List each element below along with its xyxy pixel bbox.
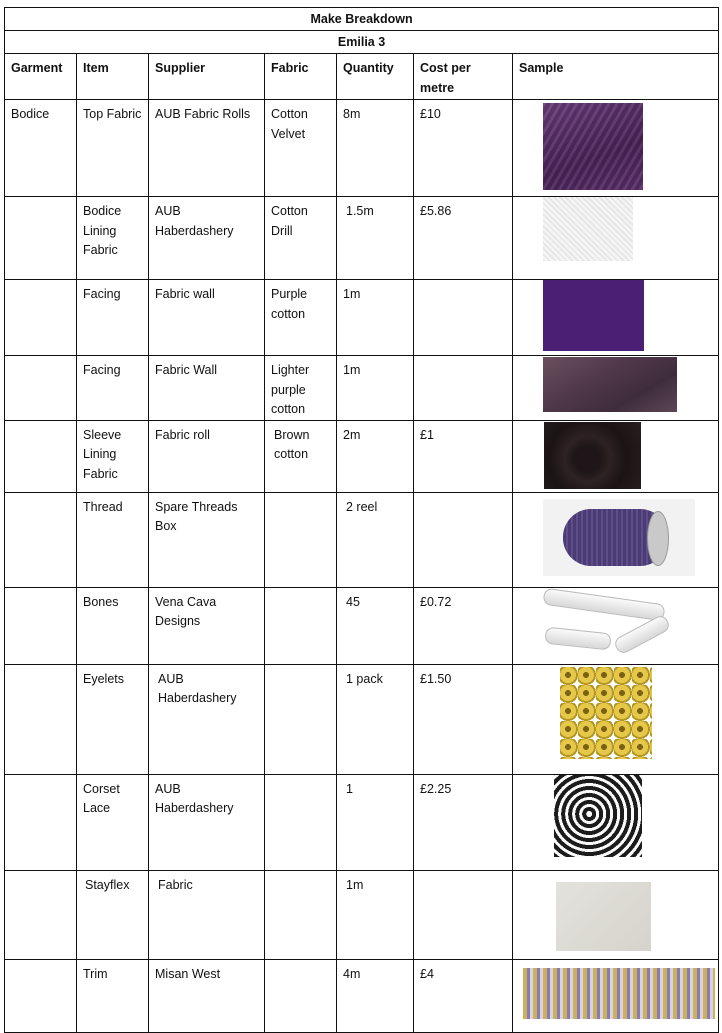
header-item: Item bbox=[77, 54, 149, 100]
cell-cost: £1.50 bbox=[414, 664, 513, 774]
cell-item: Facing bbox=[77, 356, 149, 421]
cell-item: Top Fabric bbox=[77, 100, 149, 197]
cell-supplier: AUB Haberdashery bbox=[149, 664, 265, 774]
cell-garment bbox=[5, 959, 77, 1032]
cell-fabric: Purple cotton bbox=[265, 280, 337, 356]
brown-cotton-swatch bbox=[544, 422, 641, 489]
cell-garment bbox=[5, 664, 77, 774]
cell-garment bbox=[5, 280, 77, 356]
cell-garment bbox=[5, 774, 77, 870]
thread-spool bbox=[543, 499, 695, 576]
header-row bbox=[5, 54, 719, 100]
table-row bbox=[5, 492, 719, 587]
table-title: Make Breakdown bbox=[5, 8, 719, 31]
cell-garment bbox=[5, 197, 77, 280]
header-quantity: Quantity bbox=[337, 54, 414, 100]
cell-cost: £4 bbox=[414, 959, 513, 1032]
table-row bbox=[5, 100, 719, 197]
cell-cost bbox=[414, 356, 513, 421]
table-row bbox=[5, 664, 719, 774]
cell-quantity: 1m bbox=[337, 356, 414, 421]
header-sample: Sample bbox=[513, 54, 719, 100]
cell-quantity: 1m bbox=[337, 870, 414, 959]
cell-supplier: Vena Cava Designs bbox=[149, 587, 265, 664]
cell-sample bbox=[513, 959, 719, 1032]
cell-sample bbox=[513, 197, 719, 280]
cell-supplier: Fabric roll bbox=[149, 420, 265, 492]
cell-fabric: Brown cotton bbox=[265, 420, 337, 492]
cell-quantity: 4m bbox=[337, 959, 414, 1032]
plastic-bones bbox=[543, 590, 668, 656]
cell-item: Facing bbox=[77, 280, 149, 356]
cell-supplier: Spare Threads Box bbox=[149, 492, 265, 587]
cell-cost: £5.86 bbox=[414, 197, 513, 280]
table-row bbox=[5, 870, 719, 959]
cell-sample bbox=[513, 587, 719, 664]
cell-fabric: Lighter purple cotton bbox=[265, 356, 337, 421]
cell-quantity: 1m bbox=[337, 280, 414, 356]
cell-fabric bbox=[265, 664, 337, 774]
make-breakdown-table bbox=[4, 7, 719, 1033]
table-row bbox=[5, 280, 719, 356]
cell-item: Corset Lace bbox=[77, 774, 149, 870]
cell-cost: £2.25 bbox=[414, 774, 513, 870]
cell-item: Thread bbox=[77, 492, 149, 587]
cell-item: Eyelets bbox=[77, 664, 149, 774]
cell-sample bbox=[513, 774, 719, 870]
purple-cotton-swatch bbox=[543, 280, 644, 352]
cell-supplier: Fabric wall bbox=[149, 280, 265, 356]
cell-quantity: 1.5m bbox=[337, 197, 414, 280]
cell-cost bbox=[414, 492, 513, 587]
stayflex-interfacing bbox=[556, 882, 651, 951]
cell-quantity: 2m bbox=[337, 420, 414, 492]
header-garment: Garment bbox=[5, 54, 77, 100]
cell-supplier: Fabric bbox=[149, 870, 265, 959]
cell-cost bbox=[414, 280, 513, 356]
cell-item: Bodice Lining Fabric bbox=[77, 197, 149, 280]
cell-sample bbox=[513, 492, 719, 587]
cell-fabric bbox=[265, 870, 337, 959]
cell-sample bbox=[513, 356, 719, 421]
cell-garment bbox=[5, 420, 77, 492]
gold-eyelets bbox=[560, 667, 652, 759]
table-row bbox=[5, 774, 719, 870]
cell-fabric bbox=[265, 959, 337, 1032]
table-row bbox=[5, 959, 719, 1032]
cell-supplier: AUB Haberdashery bbox=[149, 774, 265, 870]
cell-sample bbox=[513, 664, 719, 774]
cell-sample bbox=[513, 100, 719, 197]
cell-sample bbox=[513, 870, 719, 959]
cell-item: Trim bbox=[77, 959, 149, 1032]
cell-cost: £0.72 bbox=[414, 587, 513, 664]
header-fabric: Fabric bbox=[265, 54, 337, 100]
cell-cost bbox=[414, 870, 513, 959]
table-row bbox=[5, 587, 719, 664]
cell-cost: £1 bbox=[414, 420, 513, 492]
cell-fabric: Cotton Velvet bbox=[265, 100, 337, 197]
white-drill-swatch bbox=[543, 197, 633, 261]
cell-sample bbox=[513, 420, 719, 492]
purple-velvet-swatch bbox=[543, 103, 643, 190]
cell-garment bbox=[5, 356, 77, 421]
white-corset-lace bbox=[554, 774, 642, 857]
cell-fabric bbox=[265, 492, 337, 587]
cell-quantity: 2 reel bbox=[337, 492, 414, 587]
cell-supplier: Fabric Wall bbox=[149, 356, 265, 421]
cell-quantity: 45 bbox=[337, 587, 414, 664]
beaded-trim bbox=[523, 968, 715, 1019]
table-row bbox=[5, 197, 719, 280]
header-cost: Cost per metre bbox=[414, 54, 513, 100]
cell-fabric bbox=[265, 774, 337, 870]
table-subtitle: Emilia 3 bbox=[5, 31, 719, 54]
cell-quantity: 8m bbox=[337, 100, 414, 197]
table-row bbox=[5, 420, 719, 492]
cell-garment bbox=[5, 870, 77, 959]
header-supplier: Supplier bbox=[149, 54, 265, 100]
cell-quantity: 1 pack bbox=[337, 664, 414, 774]
cell-supplier: AUB Fabric Rolls bbox=[149, 100, 265, 197]
table-row bbox=[5, 356, 719, 421]
cell-garment bbox=[5, 587, 77, 664]
cell-quantity: 1 bbox=[337, 774, 414, 870]
cell-supplier: Misan West bbox=[149, 959, 265, 1032]
cell-fabric bbox=[265, 587, 337, 664]
cell-fabric: Cotton Drill bbox=[265, 197, 337, 280]
cell-cost: £10 bbox=[414, 100, 513, 197]
cell-item: Sleeve Lining Fabric bbox=[77, 420, 149, 492]
cell-item: Stayflex bbox=[77, 870, 149, 959]
cell-item: Bones bbox=[77, 587, 149, 664]
cell-garment bbox=[5, 492, 77, 587]
cell-sample bbox=[513, 280, 719, 356]
cell-garment: Bodice bbox=[5, 100, 77, 197]
light-purple-cotton-swatch bbox=[543, 357, 677, 412]
cell-supplier: AUB Haberdashery bbox=[149, 197, 265, 280]
